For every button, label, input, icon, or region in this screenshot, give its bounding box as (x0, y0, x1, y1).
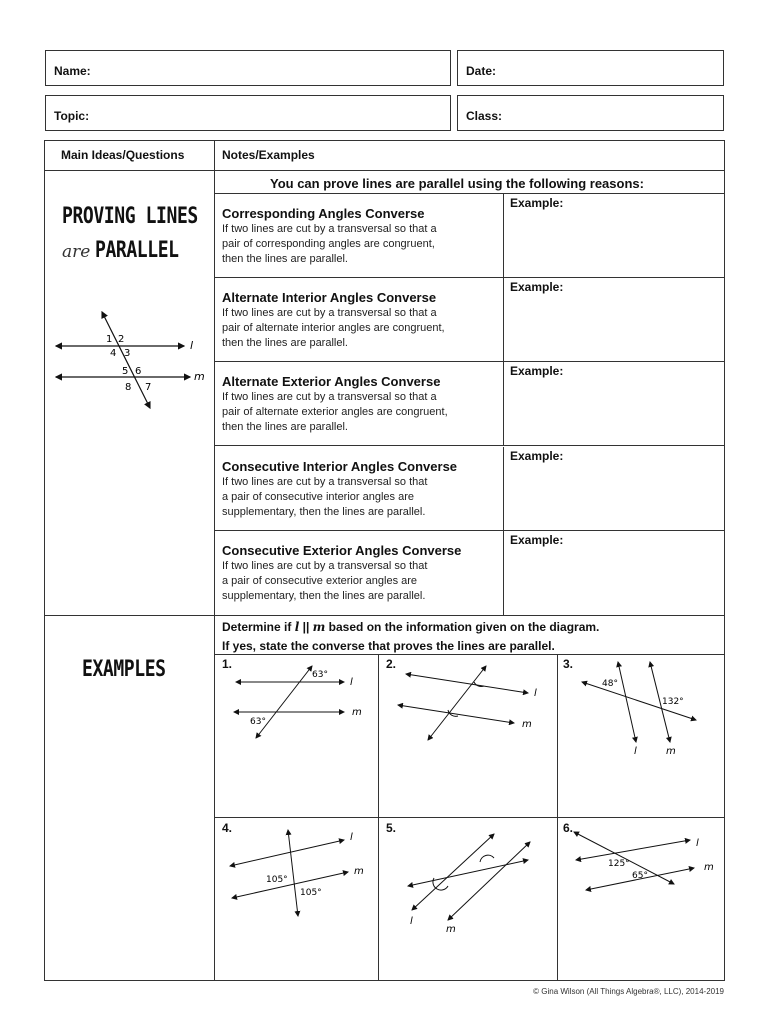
reason-divider (503, 278, 504, 361)
grid-v1 (378, 654, 379, 981)
reason-row (214, 362, 725, 446)
problem-3-diagram (562, 656, 722, 762)
p3-angle-left: 48° (602, 679, 618, 689)
topic-title-line2 (62, 238, 197, 263)
line-l-label: l (190, 339, 194, 352)
topic-title-line1: PROVING LINES (62, 204, 198, 229)
angle-label-2: 2 (118, 334, 125, 345)
p4-line-l: l (350, 832, 353, 843)
p2-line-l: l (534, 688, 537, 699)
problem-3-number: 3. (563, 657, 574, 671)
p1-line-m: m (352, 707, 362, 718)
p6-angle-top: 125° (608, 859, 630, 869)
reason-title: Alternate Exterior Angles Converse (222, 374, 441, 389)
example-label: Example: (510, 196, 564, 210)
example-label: Example: (510, 449, 564, 463)
transversal (102, 312, 150, 408)
angle-label-6: 6 (135, 366, 142, 377)
date-label: Date: (466, 64, 497, 78)
reason-description: then the lines are parallel. (222, 421, 348, 433)
p4-angle-right: 105° (300, 888, 322, 898)
col1-header: Main Ideas/Questions (61, 148, 185, 162)
problem-4-diagram (220, 824, 378, 920)
problem-6-number: 6. (563, 821, 574, 835)
example-label: Example: (510, 364, 564, 378)
examples-divider (44, 615, 725, 616)
p1-angle-top: 63° (312, 670, 328, 680)
reason-description: supplementary, then the lines are parallel. (222, 590, 426, 602)
example-label: Example: (510, 280, 564, 294)
problem-5-diagram (390, 826, 555, 938)
angle-label-4: 4 (110, 348, 117, 359)
parallel-lines-diagram (52, 306, 212, 410)
topic-title-bold: PARALLEL (94, 238, 179, 263)
grid-h1 (214, 654, 725, 655)
copyright-footer: © Gina Wilson (All Things Algebra®, LLC), 2014-2019 (533, 987, 724, 996)
angle-label-5: 5 (122, 366, 129, 377)
name-label: Name: (54, 64, 91, 78)
reason-description: If two lines are cut by a transversal so that a (222, 223, 437, 235)
p6-line-l: l (696, 838, 699, 849)
date-field[interactable] (457, 50, 724, 86)
reason-title: Consecutive Exterior Angles Converse (222, 543, 462, 558)
reason-description: If two lines are cut by a transversal so that (222, 560, 428, 572)
col2-header: Notes/Examples (222, 148, 315, 162)
reason-description: If two lines are cut by a transversal so that a (222, 307, 437, 319)
p4-line-m: m (354, 866, 364, 877)
reason-row (214, 447, 725, 531)
angle-label-3: 3 (124, 348, 131, 359)
angle-label-7: 7 (145, 382, 152, 393)
reason-description: a pair of consecutive exterior angles are (222, 575, 418, 587)
reason-description: then the lines are parallel. (222, 253, 348, 265)
reason-title: Corresponding Angles Converse (222, 206, 425, 221)
class-field[interactable] (457, 95, 724, 131)
reason-row (214, 194, 725, 278)
problem-1-diagram (220, 660, 378, 750)
reason-description: a pair of consecutive interior angles are (222, 491, 414, 503)
topic-field[interactable] (45, 95, 451, 131)
p1-line-l: l (350, 677, 353, 688)
p5-line-l: l (410, 916, 413, 927)
problem-5-number: 5. (386, 821, 397, 835)
problem-2-number: 2. (386, 657, 397, 671)
examples-instruction-1: Determine if l || m based on the information given on the diagram. (222, 620, 600, 634)
example-label: Example: (510, 533, 564, 547)
p4-angle-left: 105° (266, 875, 288, 885)
problem-4-number: 4. (222, 821, 233, 835)
reason-row (214, 531, 725, 615)
p6-angle-bottom: 65° (632, 871, 648, 881)
p3-line-m: m (666, 746, 676, 757)
reason-description: then the lines are parallel. (222, 337, 348, 349)
examples-title: EXAMPLES (82, 657, 166, 682)
reason-divider (503, 447, 504, 530)
angle-label-1: 1 (106, 334, 113, 345)
reasons-intro: You can prove lines are parallel using the following reasons: (270, 176, 644, 191)
class-label: Class: (466, 109, 503, 123)
grid-v2 (557, 654, 558, 981)
topic-label: Topic: (54, 109, 90, 123)
reason-description: pair of corresponding angles are congruent, (222, 238, 435, 250)
reason-row (214, 278, 725, 362)
problem-1-number: 1. (222, 657, 233, 671)
problem-2-diagram (390, 660, 555, 750)
p3-line-l: l (634, 746, 637, 757)
reason-divider (503, 362, 504, 445)
angle-label-8: 8 (125, 382, 132, 393)
grid-h2 (214, 817, 725, 818)
reason-description: If two lines are cut by a transversal so that (222, 476, 428, 488)
reason-description: supplementary, then the lines are parallel. (222, 506, 426, 518)
p2-line-m: m (522, 719, 532, 730)
p1-angle-bottom: 63° (250, 717, 266, 727)
reason-description: pair of alternate interior angles are congruent, (222, 322, 445, 334)
examples-instruction-2: If yes, state the converse that proves the lines are parallel. (222, 639, 555, 653)
line-m-label: m (194, 370, 205, 383)
reason-description: If two lines are cut by a transversal so that a (222, 391, 437, 403)
p5-line-m: m (446, 924, 456, 935)
reason-divider (503, 194, 504, 277)
reason-title: Consecutive Interior Angles Converse (222, 459, 458, 474)
p3-angle-right: 132° (662, 697, 684, 707)
reason-title: Alternate Interior Angles Converse (222, 290, 437, 305)
header-row-divider (44, 170, 725, 171)
topic-title-script: are (62, 242, 91, 262)
problem-6-diagram (562, 826, 722, 906)
reason-divider (503, 531, 504, 615)
name-field[interactable] (45, 50, 451, 86)
reason-description: pair of alternate exterior angles are congruent, (222, 406, 448, 418)
p6-line-m: m (704, 862, 714, 873)
